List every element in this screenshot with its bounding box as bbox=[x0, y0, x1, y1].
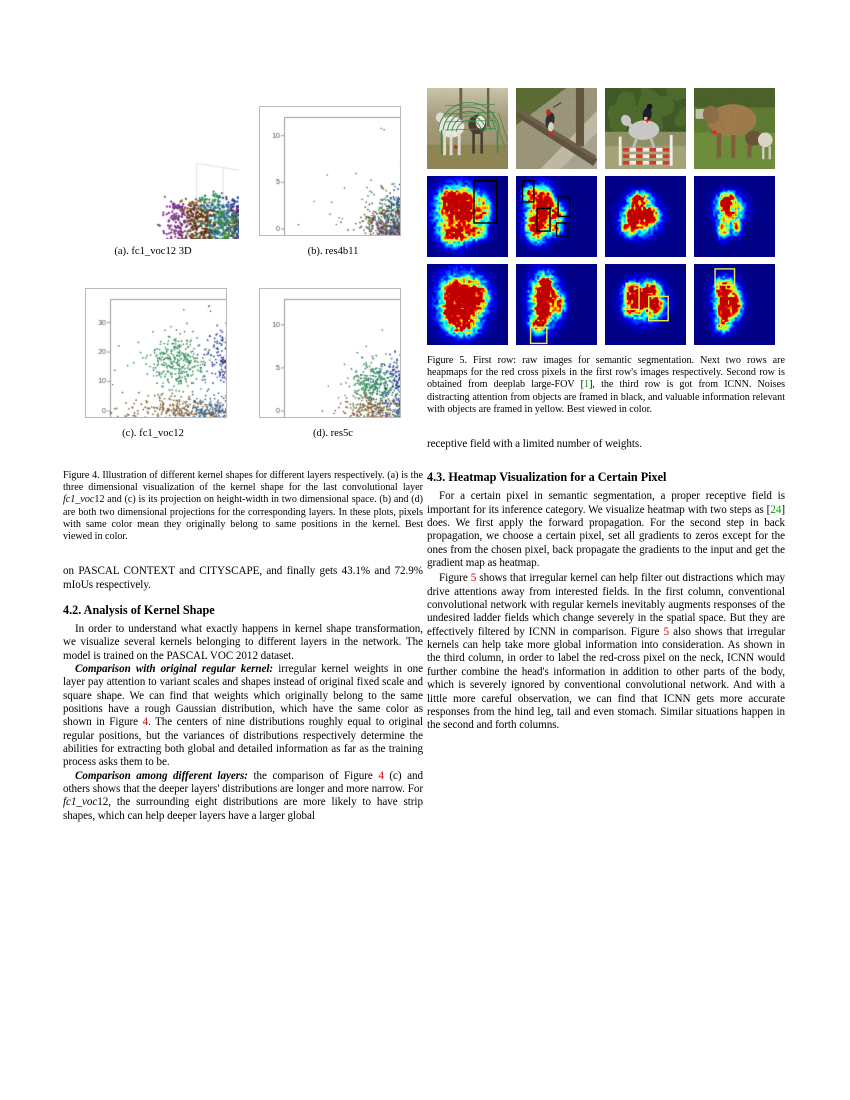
figure-5 bbox=[427, 88, 779, 346]
figure-4-caption-text-1: Illustration of different kernel shapes for different layers respectively. (a) is the three dimensional visualization of the kernel shape for the last convolutional layer bbox=[63, 470, 424, 494]
left-para-1: In order to understand what exactly happens in kernel shape transformation, we visualize several kernels belonging to different layers in the network. The model is trained on the PASCAL VOC 2012 dataset. bbox=[63, 622, 423, 662]
figure-4-caption-text-2: and (c) is its projection on height-width in two dimensional space. (b) and (d) are both two dimensional projections for the corresponding layers. In these plots, pixels with same color mean they originally belong to same positions in the kernel. Best viewed in color. bbox=[63, 494, 423, 543]
right-column bbox=[427, 88, 785, 733]
left-column bbox=[63, 88, 423, 823]
fig5-raw-image-4 bbox=[694, 88, 775, 169]
fig5-icnn-heatmap-1 bbox=[427, 264, 508, 345]
fig5-deeplab-heatmap-2 bbox=[516, 176, 597, 257]
section-heading-4-3: 4.3. Heatmap Visualization for a Certain Pixel bbox=[427, 470, 667, 485]
fig5-icnn-heatmap-4 bbox=[694, 264, 775, 345]
subcaption-d: (d). res5c bbox=[312, 428, 353, 439]
figure-reference-4b[interactable]: 4 bbox=[378, 769, 384, 782]
left-para-2-runin: Comparison with original regular kernel: bbox=[75, 662, 274, 675]
right-para-1-b: ] does. We first apply the forward propagation. For the second step in back propagation, we choose a certain pixel, set all gradients to zeros except for the ones from the chosen pixel, back propagate the gradients to the input and get the gradient map as heatmap. bbox=[427, 503, 785, 570]
plot-fc1-voc12 bbox=[85, 288, 227, 418]
figure-5-caption-label: Figure 5. bbox=[427, 355, 467, 366]
left-para-continue: on PASCAL CONTEXT and CITYSCAPE, and finally gets 43.1% and 72.9% mIoUs respectively. bbox=[63, 565, 423, 591]
fig5-deeplab-heatmap-1 bbox=[427, 176, 508, 257]
figure-reference-5b[interactable]: 5 bbox=[663, 625, 670, 638]
fig5-deeplab-heatmap-3 bbox=[605, 176, 686, 257]
fig5-raw-image-1 bbox=[427, 88, 508, 169]
citation-24[interactable]: 24 bbox=[770, 503, 782, 516]
plot-res4b11 bbox=[259, 106, 401, 236]
fig5-icnn-heatmap-2 bbox=[516, 264, 597, 345]
left-para-3 bbox=[63, 770, 423, 823]
fig5-icnn-heatmap-3 bbox=[605, 264, 686, 345]
subcaption-b: (b). res4b11 bbox=[307, 246, 359, 257]
right-para-2-c: also shows that irregular kernels can help take more global information into consideration. As shown in the third column, in order to label the red-cross pixel on the neck, ICNN would further combine the head's information in addition to other parts of the body, which is severely ignored by conventional convolutional network. And with a little more careful observation, we can find that ICNN gets more accurate responses from the hind leg, tail and even stomach. Similar situations happen in the second and forth columns. bbox=[427, 625, 785, 732]
figure-5-caption bbox=[427, 355, 785, 416]
left-para-3-math-num: 12 bbox=[97, 796, 109, 809]
figure-reference-5a[interactable]: 5 bbox=[470, 572, 477, 585]
plot-res5c bbox=[259, 288, 401, 418]
fig5-deeplab-heatmap-4 bbox=[694, 176, 775, 257]
figure-reference-4a[interactable]: 4 bbox=[142, 716, 149, 729]
right-para-1 bbox=[427, 490, 785, 570]
right-para-2-b: shows that irregular kernel can help filter out distractions which may drive attentions away from interested fields. In the first column, conventional convolutional network with regular kernels inevitably augments responses of the undesired ladder fields which change severely in the spatial space. But they are effectively filtered by ICNN in comparison. Figure bbox=[427, 572, 785, 638]
fig5-raw-image-3 bbox=[605, 88, 686, 169]
figure-4-caption-label: Figure 4. bbox=[63, 470, 100, 481]
right-para-1-a: For a certain pixel in semantic segmentation, a proper receptive field is important for its inference category. We visualize heatmap with two steps as [ bbox=[427, 490, 785, 516]
left-para-3-b: (c) and others shows that the deeper layers' distributions are longer and more narrow. For bbox=[63, 769, 423, 796]
figure-4-caption bbox=[63, 470, 423, 543]
left-para-3-math: fc1_voc bbox=[63, 796, 98, 809]
right-para-2 bbox=[427, 572, 785, 732]
left-para-2-a: irregular kernel weights in one layer pay attention to variant scales and shapes instead of original fixed scale and square shape. We can find that weights which originally belong to the same positions have a rough Gaussian distribution, which have the same color as shown in Figure bbox=[63, 662, 423, 729]
subcaption-c: (c). fc1_voc12 bbox=[122, 428, 184, 439]
figure-4-caption-math-num: 12 bbox=[94, 494, 105, 506]
left-para-2 bbox=[63, 663, 423, 770]
figure-4-caption-math: fc1_voc bbox=[63, 494, 95, 506]
subcaption-a: (a). fc1_voc12 3D bbox=[114, 246, 192, 257]
left-para-3-runin: Comparison among different layers: bbox=[75, 769, 248, 782]
fig5-raw-image-2 bbox=[516, 88, 597, 169]
left-para-3-c: , the surrounding eight distributions are more likely to have strip shapes, which can help deeper layers have a larger global bbox=[63, 796, 423, 822]
figure-4 bbox=[63, 88, 423, 466]
left-para-2-b: . The centers of nine distributions roughly equal to original regular positions, but the variances of distributions respectively determine the abilities for extracting both global and detailed information as far as the training process asks them to be. bbox=[63, 716, 423, 769]
right-para-2-a: Figure bbox=[439, 572, 471, 585]
plot-fc1-voc12-3d bbox=[79, 104, 239, 239]
left-para-3-a: the comparison of Figure bbox=[247, 769, 379, 782]
section-heading-4-2: 4.2. Analysis of Kernel Shape bbox=[63, 602, 215, 617]
right-para-continue: receptive field with a limited number of weights. bbox=[427, 438, 642, 451]
figure-5-caption-text-2: ], the third row is got from ICNN. Noises distracting attention from objects are framed in black, and valuable information relevant with objects are framed in yellow. Best viewed in color. bbox=[427, 379, 785, 415]
figure-5-caption-text-1: First row: raw images for semantic segmentation. Next two rows are heapmaps for the red cross pixels in the first row's images respectively. Second row is obtained from deeplab large-FOV [ bbox=[427, 355, 785, 391]
citation-1[interactable]: 1 bbox=[584, 379, 590, 391]
